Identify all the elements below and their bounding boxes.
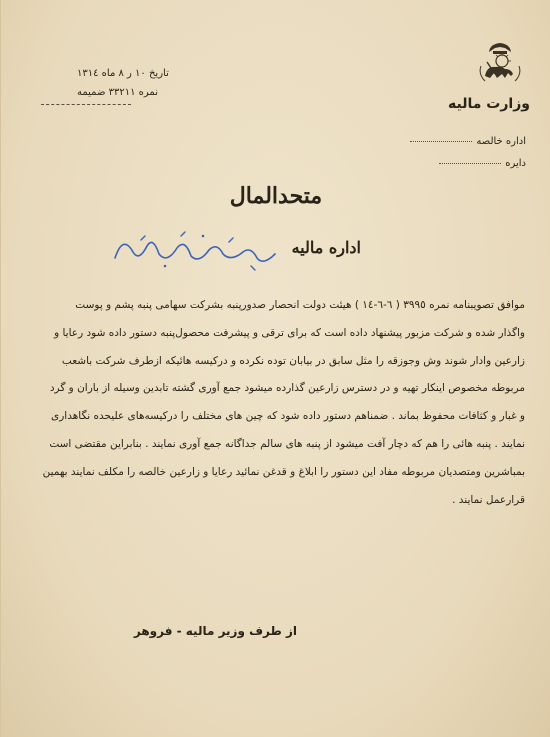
body-line: قرارعمل نمايند .	[452, 493, 525, 506]
signature-line: از طرف وزير ماليه - فروهر	[133, 624, 297, 638]
ministry-name: وزارت ماليه	[448, 96, 530, 112]
body-line: واگذار شده و شرکت مزبور پيشنهاد داده است که برای ترقی و پيشرفت محصول‌پنبه دستور داده شود رعايا و	[54, 326, 525, 339]
body-line: زارعين وادار شوند وش وجوزقه را مثل سابق در بيابان توده نکرده و درکيسه هائيکه ازطرف شرکت باشعب	[61, 354, 525, 367]
body-line: مربوطه مخصوص اينکار تهيه و در دسترس زارعين گذارده ميشود جمع آوری گشته تابدين وسيله از باران و گرد	[49, 382, 525, 395]
addressee-handwriting	[111, 228, 281, 272]
section-line	[439, 163, 501, 164]
number-underline	[41, 104, 131, 105]
department-field	[410, 136, 526, 147]
department-line	[410, 141, 472, 142]
body-line: موافق تصويبنامه نمره ٣٩٩٥ ( ٦-٦-١٤ ) هيئت دولت انحصار صدورپنبه بشرکت سهامی پنبه پشم و پوست	[75, 299, 525, 311]
letter-body	[31, 292, 525, 514]
body-line: و غبار و کثافات محفوظ بماند . ضمناهم دستور داده شود که چين های مختلف را درکيسه‌های عليحده نگاهداری	[51, 410, 525, 423]
body-line: بمباشرين ومتصديان مربوطه مفاد اين دستور را ابلاغ و قدغن نمائيد رعايا و زارعين خالصه را مکلف نمايند بهمين	[42, 465, 525, 478]
addressee-printed: اداره ماليه	[291, 238, 361, 257]
addressee	[111, 228, 361, 272]
document-title: متحدالمال	[229, 183, 323, 209]
section-label: دايره	[505, 158, 526, 169]
lion-and-sun-emblem-icon	[475, 36, 525, 86]
section-field	[439, 158, 526, 169]
letter-date: تاريخ ١٠ ر ٨ ماه ١٣١٤	[77, 68, 169, 79]
department-label: اداره خالصه	[476, 136, 526, 147]
letter-number: نمره ٣٣٢١١ ضميمه	[77, 87, 158, 98]
body-line: نمايند . پنبه هائی را هم که دچار آفت ميشود از پنبه های سالم جداگانه جمع آوری نمايند . بنابراين مقتضی است	[49, 437, 525, 450]
